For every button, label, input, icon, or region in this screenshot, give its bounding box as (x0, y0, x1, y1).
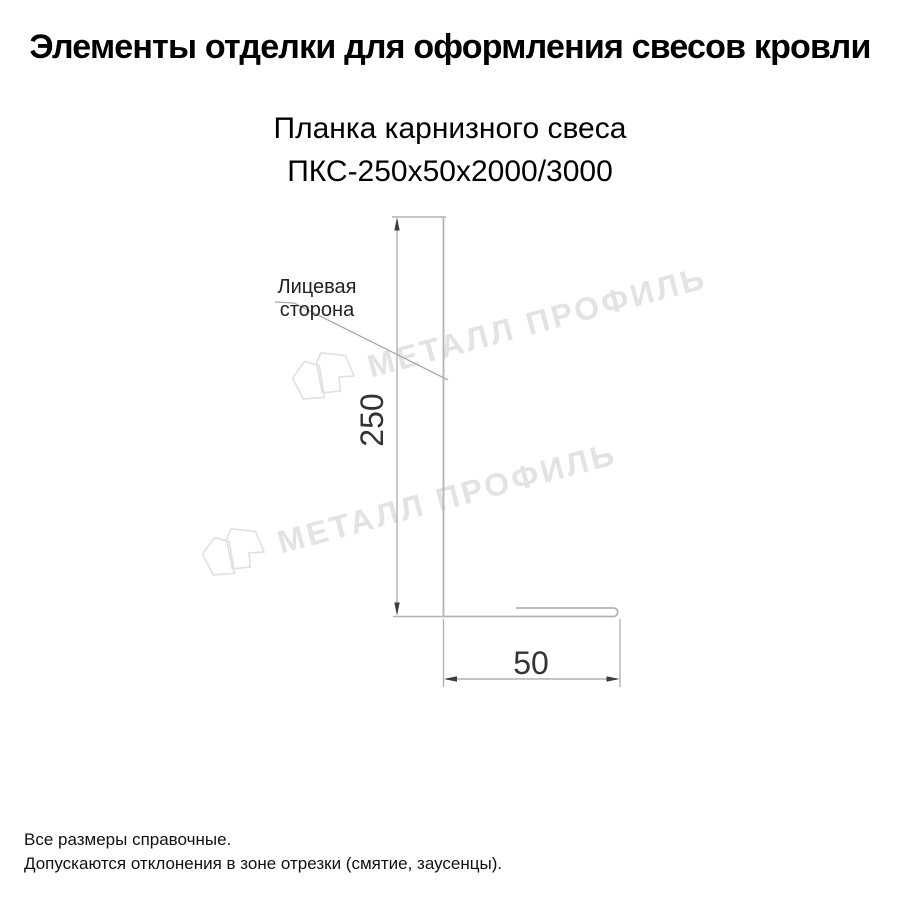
face-side-label-line1: Лицевая (277, 276, 357, 298)
watermark-upper (282, 248, 713, 417)
page-title: Элементы отделки для оформления свесов кровли (29, 28, 871, 66)
product-code: ПКС-250х50х2000/3000 (287, 155, 613, 188)
product-name: Планка карнизного свеса (273, 112, 627, 145)
footnotes (24, 828, 502, 876)
watermark-text: МЕТАЛЛ ПРОФИЛЬ (363, 258, 711, 384)
face-side-label-line2: сторона (279, 299, 355, 321)
watermark-text: МЕТАЛЛ ПРОФИЛЬ (273, 434, 621, 560)
width-dimension-value: 50 (513, 645, 549, 681)
metall-profil-logo-icon (192, 518, 273, 593)
metall-profil-logo-icon (282, 342, 363, 417)
face-side-label (262, 276, 372, 322)
footnote-line2: Допускаются отклонения в зоне отрезки (смятие, заусенцы). (24, 854, 503, 873)
watermark-lower (192, 424, 623, 593)
height-dimension-value: 250 (354, 393, 390, 447)
height-dimension (392, 217, 446, 617)
footnote-line1: Все размеры справочные. (24, 830, 232, 849)
